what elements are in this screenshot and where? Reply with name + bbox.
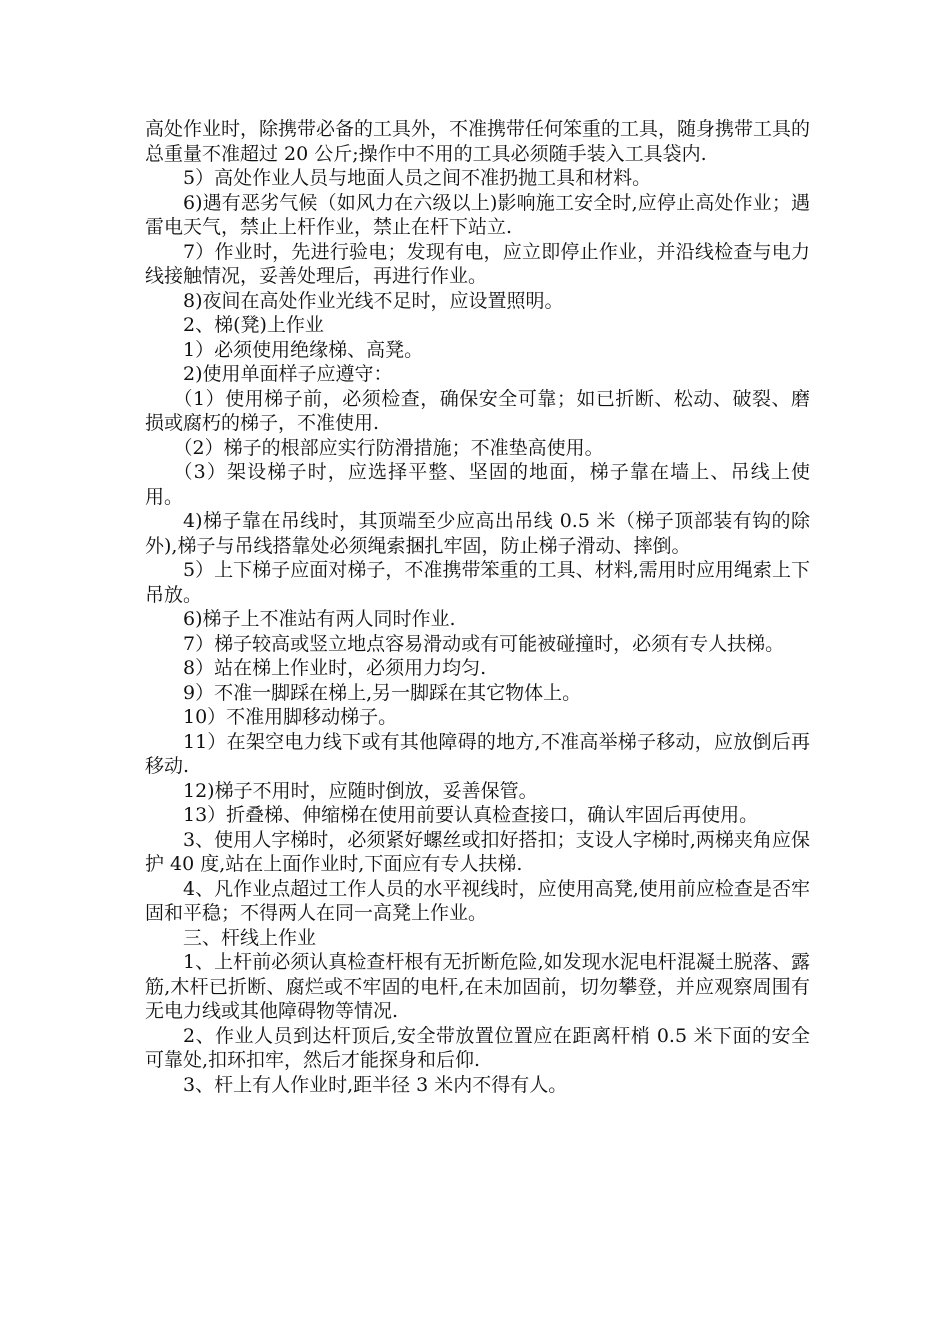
paragraph: 8）站在梯上作业时，必须用力均匀. xyxy=(183,657,487,679)
paragraph: 高处作业时，除携带必备的工具外，不准携带任何笨重的工具，随身携带工具的总重量不准超过 20 公斤;操作中不用的工具必须随手装入工具袋内. xyxy=(145,118,811,165)
paragraph: 2)使用单面样子应遵守： xyxy=(183,363,393,385)
paragraph: 8)夜间在高处作业光线不足时，应设置照明。 xyxy=(183,289,564,312)
paragraph: 9）不准一脚踩在梯上,另一脚踩在其它物体上。 xyxy=(183,681,582,704)
paragraph: （2）梯子的根部应实行防滑措施；不准垫高使用。 xyxy=(173,436,604,459)
paragraph: 4)梯子靠在吊线时，其顶端至少应高出吊线 0.5 米（梯子顶部装有钩的除外),梯子与吊线搭靠处必须绳索捆扎牢固，防止梯子滑动、摔倒。 xyxy=(145,510,810,557)
paragraph: 4、凡作业点超过工作人员的水平视线时，应使用高凳,使用前应检查是否牢固和平稳；不得两人在同一高凳上作业。 xyxy=(145,877,810,924)
section-heading: 2、梯(凳)上作业 xyxy=(183,314,324,336)
document-page xyxy=(145,117,810,1097)
paragraph: 3、杆上有人作业时,距半径 3 米内不得有人。 xyxy=(183,1073,568,1096)
paragraph: 13）折叠梯、伸缩梯在使用前要认真检查接口，确认牢固后再使用。 xyxy=(183,804,759,826)
paragraph: 5）上下梯子应面对梯子，不准携带笨重的工具、材料,需用时应用绳索上下吊放。 xyxy=(145,559,810,606)
paragraph: 2、作业人员到达杆顶后,安全带放置位置应在距离杆梢 0.5 米下面的安全可靠处,扣环扣牢，然后才能探身和后仰. xyxy=(145,1024,810,1071)
paragraph: （3）架设梯子时，应选择平整、坚固的地面，梯子靠在墙上、吊线上使用。 xyxy=(145,461,810,508)
paragraph: 6)遇有恶劣气候（如风力在六级以上)影响施工安全时,应停止高处作业；遇雷电天气，禁止上杆作业，禁止在杆下站立. xyxy=(145,191,810,238)
section-heading: 三、杆线上作业 xyxy=(183,926,317,949)
paragraph: 12)梯子不用时，应随时倒放，妥善保管。 xyxy=(183,779,538,802)
paragraph: （1）使用梯子前，必须检查，确保安全可靠；如已折断、松动、破裂、磨损或腐朽的梯子，不准使用. xyxy=(145,387,810,434)
paragraph: 5）高处作业人员与地面人员之间不准扔抛工具和材料。 xyxy=(183,167,652,189)
paragraph: 1）必须使用绝缘梯、高凳。 xyxy=(183,338,424,361)
paragraph: 10）不准用脚移动梯子。 xyxy=(183,706,398,728)
paragraph: 7）梯子较高或竖立地点容易滑动或有可能被碰撞时，必须有专人扶梯。 xyxy=(183,632,785,655)
paragraph: 3、使用人字梯时，必须紧好螺丝或扣好搭扣；支设人字梯时,两梯夹角应保护 40 度,站在上面作业时,下面应有专人扶梯. xyxy=(145,828,810,875)
paragraph: 6)梯子上不准站有两人同时作业. xyxy=(183,608,456,630)
paragraph: 7）作业时，先进行验电；发现有电，应立即停止作业，并沿线检查与电力线接触情况，妥善处理后，再进行作业。 xyxy=(145,240,810,287)
paragraph: 11）在架空电力线下或有其他障碍的地方,不准高举梯子移动，应放倒后再移动. xyxy=(145,730,810,777)
paragraph: 1、上杆前必须认真检查杆根有无折断危险,如发现水泥电杆混凝土脱落、露筋,木杆已折断、腐烂或不牢固的电杆,在未加固前，切勿攀登，并应观察周围有无电力线或其他障碍物等情况. xyxy=(145,951,810,1022)
